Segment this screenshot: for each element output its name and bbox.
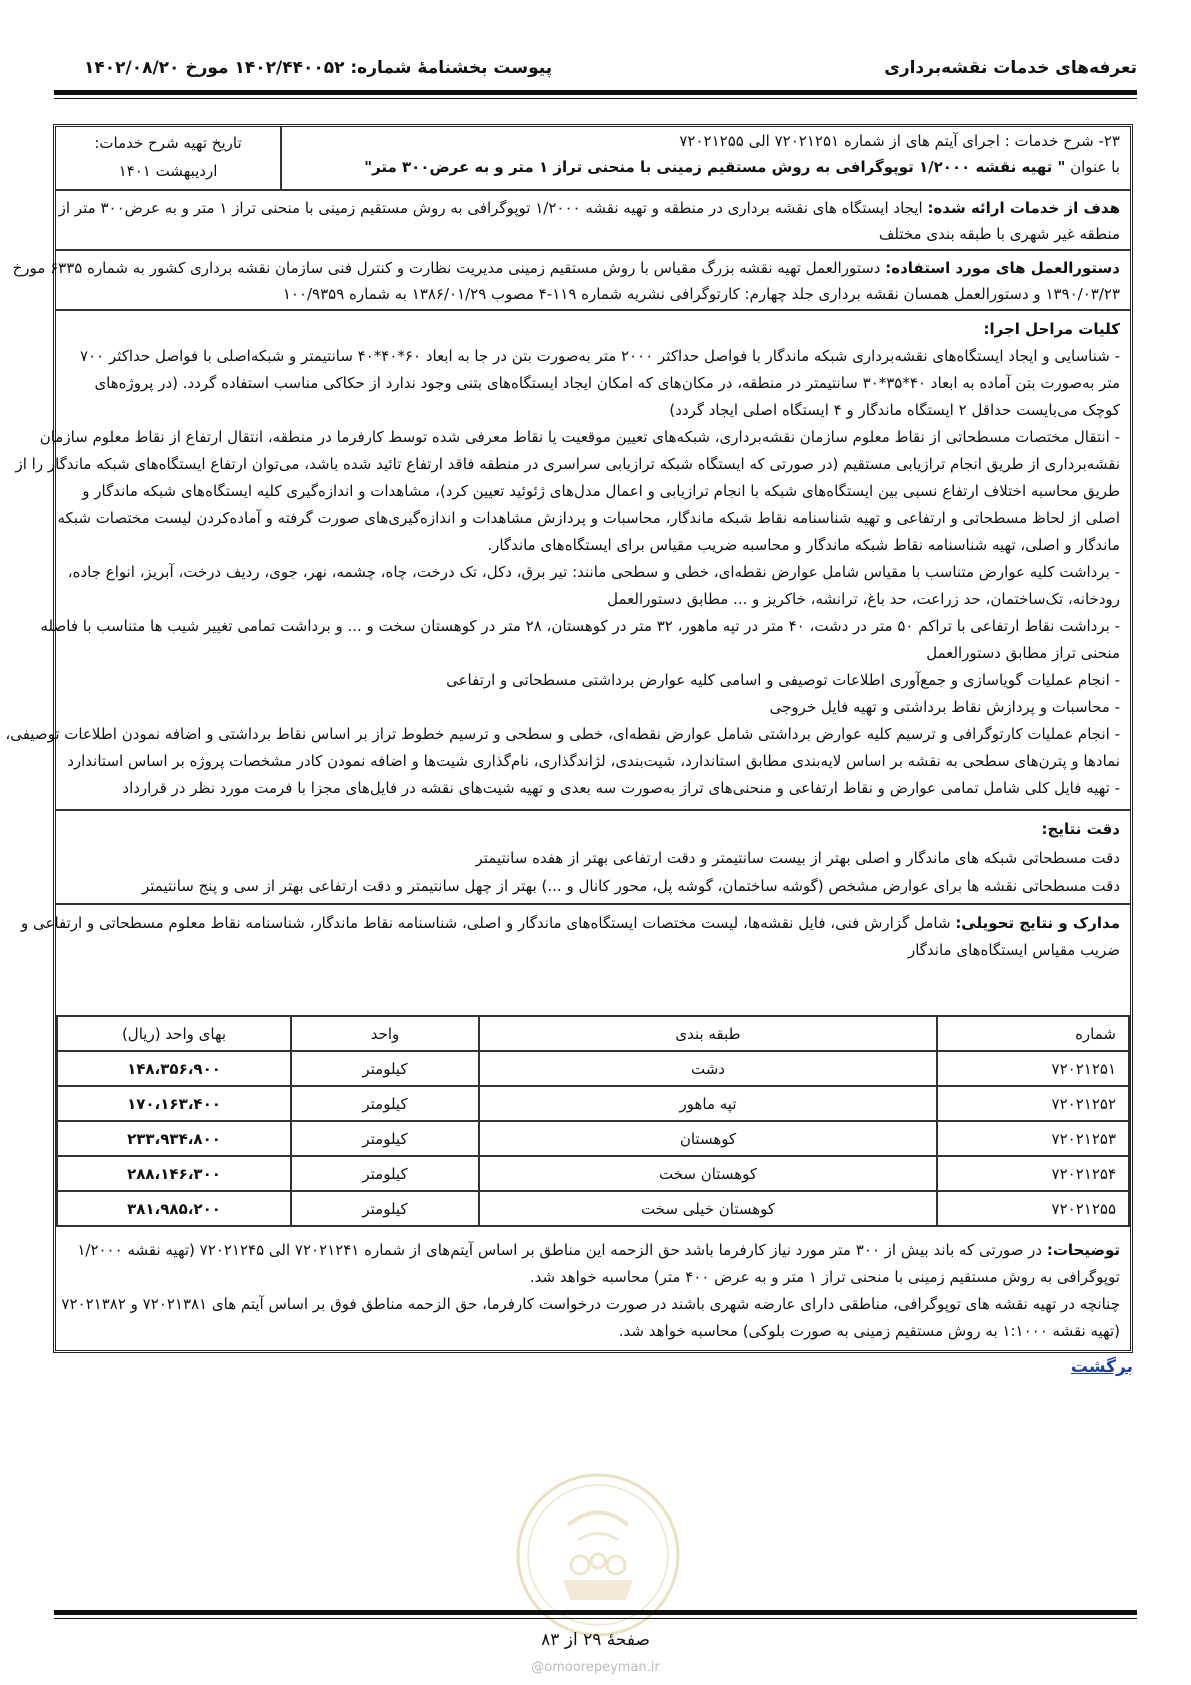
cell-number: ۷۲۰۲۱۲۵۳ [937,1121,1129,1156]
notes-text-2: توپوگرافی به روش مستقیم زمینی با منحنی تراز ۱ متر و به عرض ۴۰۰ متر) محاسبه خواهد شد. [529,1268,1120,1286]
steps-line: منحنی تراز مطابق دستورالعمل [926,644,1120,662]
steps-title: کلیات مراحل اجرا: [983,320,1120,338]
header-price: بهای واحد (ریال) [57,1016,291,1051]
cell-number: ۷۲۰۲۱۲۵۱ [937,1051,1129,1086]
steps-line: - برداشت کلیه عوارض متناسب با مقیاس شامل عوارض نقطه‌ای، خطی و سطحی مانند: تیر برق، دکل، تک درخت، چاه، چشمه، نهر، جوی، ردیف درخت، آبریز، انواع جاده، [67,563,1120,581]
goal-text-1: ایجاد ایستگاه های نقشه برداری در منطقه و تهیه نقشه ۱/۲۰۰۰ توپوگرافی به روش مستقیم زمینی با منحنی تراز ۱ متر و به عرض۳۰۰ متر از [58,199,928,217]
cell-class: کوهستان خیلی سخت [479,1191,937,1226]
header-rule-thick [54,90,1137,95]
steps-line: اصلی از لحاظ مسطحاتی و ارتفاعی و تهیه شناسنامه نقاط شبکه ماندگار، محاسبات و پردازش مشاهدات و اندازه‌گیری‌های صورت گرفته و آماده‌کردن لیست مختصات شبکه [57,509,1120,527]
steps-line: - محاسبات و پردازش نقاط برداشتی و تهیه فایل خروجی [769,698,1120,716]
execution-steps-section [5,311,1130,811]
table-row [57,1086,1129,1121]
cell-price: ۳۸۱،۹۸۵،۲۰۰ [57,1191,291,1226]
deliverables-text-1: شامل گزارش فنی، فایل نقشه‌ها، لیست مختصات ایستگاه‌های ماندگار و اصلی، شناسنامه نقاط ماندگار، شناسنامه نقاط معلوم مسطحاتی و ارتفاعی و [21,914,956,932]
steps-line: - انتقال مختصات مسطحاتی از نقاط معلوم سازمان نقشه‌برداری، شبکه‌های تعیین موقعیت یا نقاط معرفی شده توسط کارفرما در منطقه، انتقال ارتفاع از نقاط معلوم سازمان [39,428,1120,446]
prepared-date-cell [56,127,280,185]
steps-line: ماندگار و اصلی، تهیه شناسنامه نقاط شبکه ماندگار و محاسبه ضریب مقیاس برای ایستگاه‌های ماندگار. [487,536,1120,554]
cell-number: ۷۲۰۲۱۲۵۲ [937,1086,1129,1121]
service-description-box [5,124,1133,1353]
goal-section [56,191,1130,251]
cell-class: کوهستان سخت [479,1156,937,1191]
steps-line: کوچک می‌بایست حداقل ۲ ایستگاه ماندگار و ۴ ایستگاه اصلی ایجاد گردد) [669,401,1120,419]
notes-section [56,1230,1130,1350]
service-title: " تهیه نقشه ۱/۲۰۰۰ توپوگرافی به روش مستقیم زمینی با منحنی تراز ۱ متر و به عرض۳۰۰ متر" [364,158,1066,176]
cell-price: ۲۳۳،۹۳۴،۸۰۰ [57,1121,291,1156]
deliverables-section [21,905,1130,1015]
header-class: طبقه بندی [479,1016,937,1051]
header-number: شماره [937,1016,1129,1051]
notes-label: توضیحات: [1046,1241,1120,1259]
prepared-date-label: تاریخ تهیه شرح خدمات: [94,134,242,152]
cell-number: ۷۲۰۲۱۲۵۴ [937,1156,1129,1191]
manuals-text-2: ۱۳۹۰/۰۳/۲۳ و دستورالعمل همسان نقشه برداری جلد چهارم: کارتوگرافی نشریه شماره ۱۱۹-۴ مصوب ۱۳۸۶/۰۱/۲۹ به شماره ۱۰۰/۹۳۵۹ [282,285,1120,303]
steps-line: - شناسایی و ایجاد ایستگاه‌های نقشه‌برداری شبکه ماندگار با فواصل حداکثر ۲۰۰۰ متر به‌صورت بتن در جا به ابعاد ۶۰*۴۰*۴۰ سانتیمتر و شبکه‌اصلی با فواصل حداکثر ۷۰۰ [80,347,1120,365]
cell-unit: کیلومتر [291,1051,479,1086]
goal-label: هدف از خدمات ارائه شده: [927,199,1120,217]
cell-price: ۱۷۰،۱۶۳،۴۰۰ [57,1086,291,1121]
cell-number: ۷۲۰۲۱۲۵۵ [937,1191,1129,1226]
manuals-section [12,251,1130,311]
accuracy-title: دقت نتایج: [1041,820,1120,838]
footer-rule-thin [54,1618,1137,1619]
header-unit: واحد [291,1016,479,1051]
goal-text-2: منطقه غیر شهری با طبقه بندی مختلف [878,225,1120,243]
steps-line: رودخانه، تک‌ساختمان، حد زراعت، حد باغ، ترانشه، خاکریز و ... مطابق دستورالعمل [607,590,1120,608]
table-row [57,1051,1129,1086]
steps-line: - برداشت نقاط ارتفاعی با تراکم ۵۰ متر در دشت، ۴۰ متر در تپه ماهور، ۳۲ متر در کوهستان، ۲۸ متر در کوهستان سخت و ... و برداشت تمامی تغییر شیب ها متناسب با فاصله [40,617,1120,635]
table-header-row [57,1016,1129,1051]
cell-unit: کیلومتر [291,1156,479,1191]
steps-line: متر به‌صورت بتن آماده به ابعاد ۴۰*۳۵*۳۰ سانتیمتر در منطقه، در مکان‌های که امکان ایجاد ایستگاه‌های بتنی وجود ندارد از حکاکی مناسب استفاده گردد. (در پروژه‌های [94,374,1120,392]
steps-line: - انجام عملیات کارتوگرافی و ترسیم کلیه عوارض برداشتی شامل عوارض نقطه‌ای، خطی و سطحی و ترسیم خطوط تراز بر اساس نقاط برداشتی و اضافه نمودن اطلاعات توصیفی، [5,725,1120,743]
service-title-line: با عنوان " تهیه نقشه ۱/۲۰۰۰ توپوگرافی به روش مستقیم زمینی با منحنی تراز ۱ متر و به عرض۳۰۰ متر" [364,158,1120,176]
cell-unit: کیلومتر [291,1191,479,1226]
header-rule-thin [54,98,1137,99]
service-title-row [56,127,1130,191]
accuracy-line: دقت مسطحاتی شبکه های ماندگار و اصلی بهتر از بیست سانتیمتر و دقت ارتفاعی بهتر از هفده سانتیمتر [475,849,1120,867]
cell-class: دشت [479,1051,937,1086]
steps-line: طریق محاسبه اختلاف ارتفاع نسبی بین ایستگاه‌های شبکه با انجام ترازیابی و اعمال مدل‌های ژئوئید تعیین کرد)، مشاهدات و اندازه‌گیری کلیه ایستگاه‌های شبکه ماندگار و [82,482,1120,500]
notes-text-1: در صورتی که باند بیش از ۳۰۰ متر مورد نیاز کارفرما باشد حق الزحمه این مناطق بر اساس آیتم‌های از شماره ۷۲۰۲۱۲۴۱ الی ۷۲۰۲۱۲۴۵ (تهیه نقشه ۱/۲۰۰۰ [77,1241,1047,1259]
cell-unit: کیلومتر [291,1086,479,1121]
cell-class: تپه ماهور [479,1086,937,1121]
accuracy-line: دقت مسطحاتی نقشه ها برای عوارض مشخص (گوشه ساختمان، گوشه پل، محور کانال و ...) بهتر از چهل سانتیمتر و دقت ارتفاعی بهتر از سی و پنج سانتیمتر [142,877,1120,895]
title-date-divider [280,127,282,189]
cell-unit: کیلومتر [291,1121,479,1156]
deliverables-label: مدارک و نتایج تحویلی: [955,914,1120,932]
header-circular-ref: پیوست بخشنامهٔ شماره: ۱۴۰۲/۴۴۰۰۵۲ مورخ ۱۴۰۲/۰۸/۲۰ [84,58,553,78]
prepared-date-value: اردیبهشت ۱۴۰۱ [118,162,218,180]
cell-class: کوهستان [479,1121,937,1156]
steps-line: نمادها و پترن‌های سطحی به نقشه بر اساس لایه‌بندی مطابق استاندارد، شیت‌بندی، لژاندگذاری، نام‌گذاری شیت‌ها و اضافه نمودن کادر مشخصات پروژه بر اساس استاندارد [67,752,1120,770]
site-watermark: @omoorepeyman.ir [531,1660,660,1675]
cell-price: ۲۸۸،۱۴۶،۳۰۰ [57,1156,291,1191]
table-row [57,1121,1129,1156]
service-items-line: ۲۳- شرح خدمات : اجرای آیتم های از شماره ۷۲۰۲۱۲۵۱ الی ۷۲۰۲۱۲۵۵ [679,132,1120,150]
cell-price: ۱۴۸،۳۵۶،۹۰۰ [57,1051,291,1086]
manuals-label: دستورالعمل های مورد استفاده: [885,259,1120,277]
steps-line: - تهیه فایل کلی شامل تمامی عوارض و نقاط ارتفاعی و منحنی‌های تراز به‌صورت سه بعدی و تهیه شیت‌های نقشه در فایل‌های مجزا با فرمت مورد نظر در قرارداد [122,779,1120,797]
pricing-table [56,1015,1130,1230]
steps-line: نقشه‌برداری از طریق انجام ترازیابی مستقیم (در صورتی که ایستگاه شبکه ترازیابی سراسری در منطقه فاقد ارتفاع تائید شده باشد، می‌توان ارتفاع ایستگاه‌های شبکه ماندگار را از [15,455,1120,473]
notes-text-4: (تهیه نقشه ۱:۱۰۰۰ به روش مستقیم زمینی به صورت بلوکی) محاسبه خواهد شد. [618,1322,1120,1340]
accuracy-section [56,811,1130,905]
page-header [54,54,1137,82]
notes-text-3: چنانچه در تهیه نقشه های توپوگرافی، مناطقی دارای عارضه شهری باشند در صورت درخواست کارفرما، حق الزحمه مناطق فوق بر اساس آیتم های ۷۲۰۲۱۳۸۱ و ۷۲۰۲۱۳۸۲ [61,1295,1120,1313]
header-title: تعرفه‌های خدمات نقشه‌برداری [884,58,1137,78]
back-link[interactable]: برگشت [1070,1357,1133,1377]
manuals-text-1: دستورالعمل تهیه نقشه بزرگ مقیاس با روش مستقیم زمینی مدیریت نظارت و کنترل فنی سازمان نقشه برداری کشور به شماره ۶۳۳۵ مورخ [12,259,886,277]
footer-rule-thick [54,1610,1137,1615]
steps-line: - انجام عملیات گویاسازی و جمع‌آوری اطلاعات توصیفی و اسامی کلیه عوارض برداشتی مسطحاتی و ارتفاعی [446,671,1120,689]
deliverables-text-2: ضریب مقیاس ایستگاه‌های ماندگار [907,941,1120,959]
table-row [57,1156,1129,1191]
page-number: صفحهٔ ۲۹ از ۸۳ [541,1630,650,1650]
table-row [57,1191,1129,1226]
